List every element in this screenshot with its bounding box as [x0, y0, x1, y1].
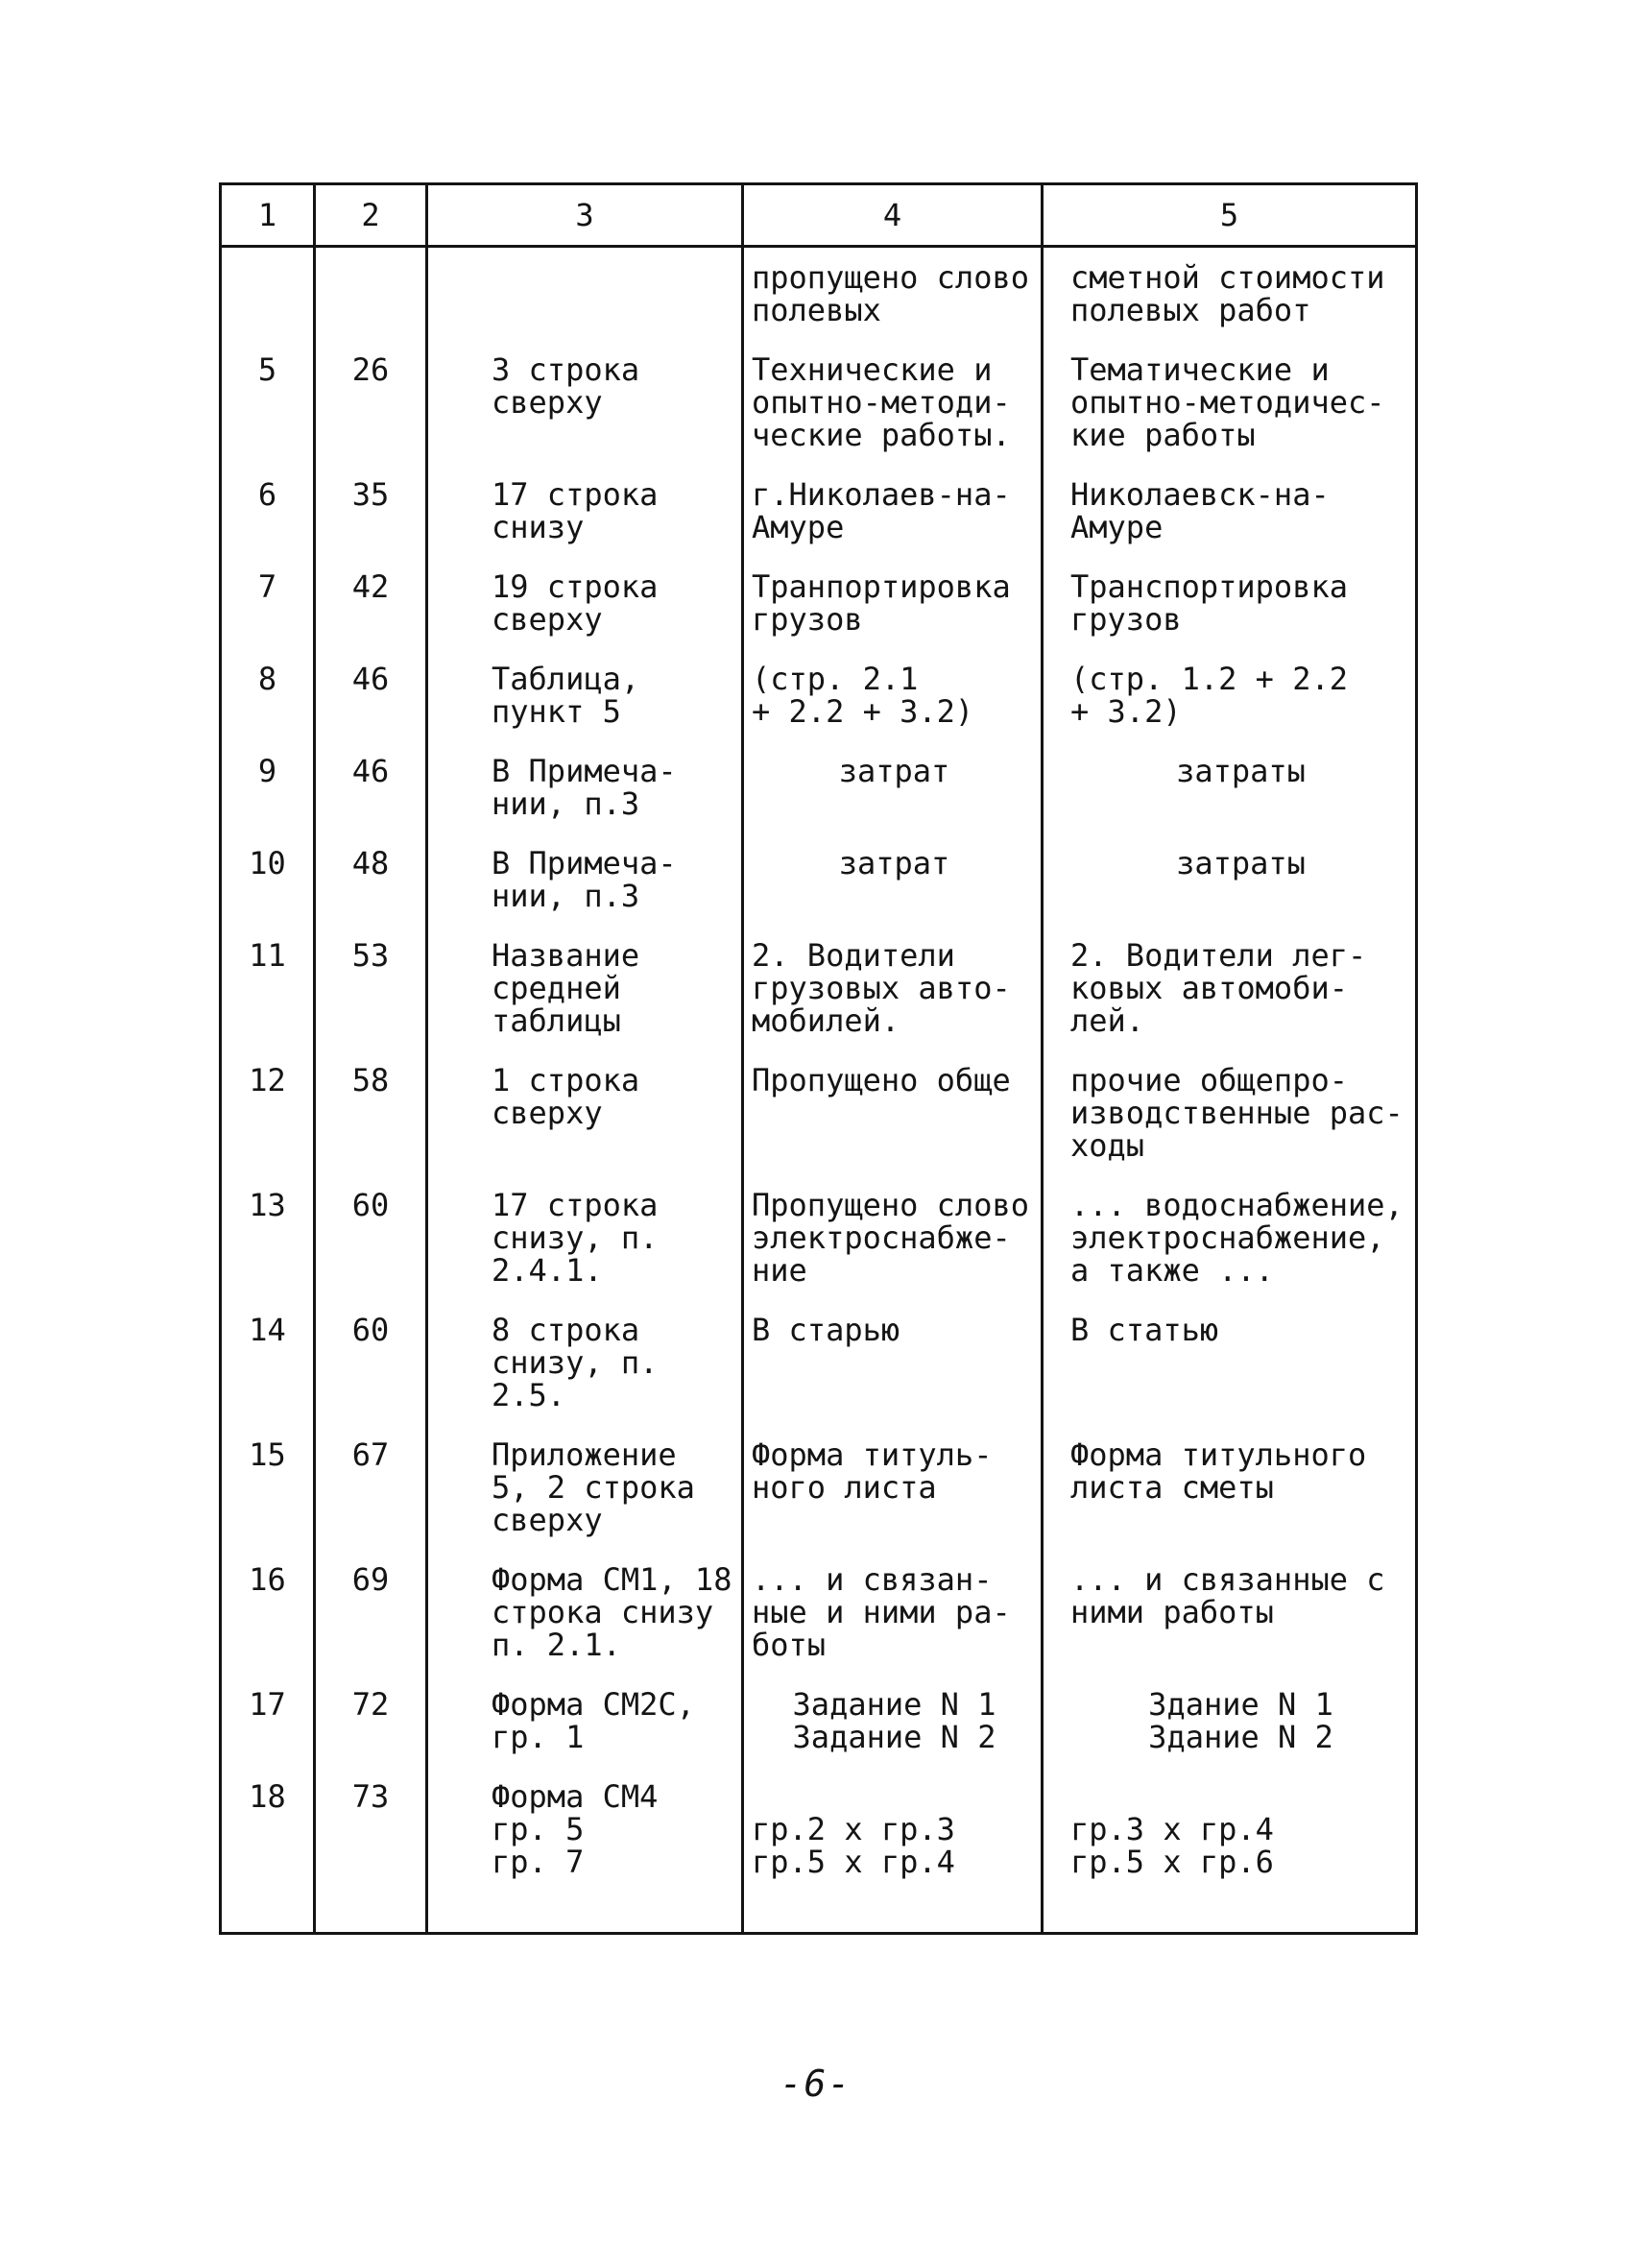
cell-number-text: 11	[249, 937, 286, 974]
column-header-page: 2	[315, 184, 427, 247]
cell-should-be	[1043, 649, 1417, 741]
cell-printed	[743, 247, 1043, 341]
cell-should-be-text: Транспортировка грузов	[1070, 568, 1348, 638]
cell-printed	[743, 1675, 1043, 1767]
cell-number-text: 7	[257, 568, 277, 605]
cell-place	[427, 247, 743, 341]
cell-page	[315, 557, 427, 649]
cell-number	[221, 833, 315, 926]
cell-place	[427, 833, 743, 926]
cell-printed-text: Форма титуль- ного листа	[752, 1436, 993, 1506]
cell-should-be	[1043, 1425, 1417, 1550]
cell-printed	[743, 465, 1043, 557]
cell-number	[221, 557, 315, 649]
cell-number	[221, 247, 315, 341]
table-row	[221, 926, 1417, 1050]
cell-should-be	[1043, 1050, 1417, 1175]
cell-should-be-text: Здание N 1 Здание N 2	[1148, 1686, 1333, 1755]
cell-printed-text: 2. Водители грузовых авто- мобилей.	[752, 937, 1011, 1039]
table-row	[221, 1050, 1417, 1175]
cell-place-text: Форма СМ2С, гр. 1	[492, 1686, 695, 1755]
cell-printed-text: затрат	[838, 845, 950, 881]
cell-place-text: 17 строка снизу	[492, 476, 659, 545]
cell-should-be-text: прочие общепро- изводственные рас- ходы	[1070, 1062, 1404, 1164]
cell-number	[221, 340, 315, 465]
cell-should-be	[1043, 741, 1417, 833]
table-row	[221, 1175, 1417, 1300]
cell-page	[315, 247, 427, 341]
cell-number	[221, 465, 315, 557]
cell-place	[427, 1675, 743, 1767]
cell-number-text: 12	[249, 1062, 286, 1098]
cell-place	[427, 926, 743, 1050]
cell-place	[427, 1425, 743, 1550]
cell-place-text: Название средней таблицы	[492, 937, 640, 1039]
cell-printed	[743, 1550, 1043, 1675]
cell-place-text: Таблица, пункт 5	[492, 661, 640, 730]
cell-page-text: 46	[351, 753, 390, 789]
cell-number-text: 18	[249, 1778, 286, 1815]
table-row	[221, 1767, 1417, 1934]
cell-printed	[743, 741, 1043, 833]
cell-printed	[743, 1300, 1043, 1425]
cell-number-text: 10	[249, 845, 286, 881]
cell-should-be-text: Николаевск-на- Амуре	[1070, 476, 1330, 545]
cell-number-text: 6	[257, 476, 277, 513]
cell-page-text: 53	[351, 937, 390, 974]
cell-printed-text: гр.2 x гр.3 гр.5 x гр.4	[752, 1811, 955, 1880]
cell-place	[427, 1550, 743, 1675]
cell-number-text: 13	[249, 1187, 286, 1223]
header-row	[221, 184, 1417, 247]
cell-should-be-text: 2. Водители лег- ковых автомоби- лей.	[1070, 937, 1367, 1039]
column-header-place: 3	[427, 184, 743, 247]
cell-number-text: 15	[249, 1436, 286, 1473]
cell-place	[427, 1050, 743, 1175]
cell-page-text: 69	[351, 1561, 390, 1598]
table-row	[221, 1300, 1417, 1425]
table-row	[221, 649, 1417, 741]
cell-number	[221, 1050, 315, 1175]
cell-place-text: 8 строка снизу, п. 2.5.	[492, 1312, 659, 1413]
cell-printed	[743, 1425, 1043, 1550]
table-row	[221, 247, 1417, 341]
cell-printed	[743, 833, 1043, 926]
cell-place	[427, 649, 743, 741]
cell-number	[221, 741, 315, 833]
cell-printed-text: ... и связан- ные и ними ра- боты	[752, 1561, 1011, 1663]
cell-printed-text: Задание N 1 Задание N 2	[792, 1686, 996, 1755]
cell-should-be	[1043, 340, 1417, 465]
cell-number-text: 8	[257, 661, 277, 697]
cell-should-be-text: (стр. 1.2 + 2.2 + 3.2)	[1070, 661, 1348, 730]
cell-page	[315, 1550, 427, 1675]
table-row	[221, 340, 1417, 465]
cell-printed-text: Транпортировка грузов	[752, 568, 1011, 638]
cell-number	[221, 1300, 315, 1425]
cell-place	[427, 1767, 743, 1934]
cell-page-text: 60	[351, 1312, 390, 1348]
cell-should-be	[1043, 465, 1417, 557]
cell-should-be-text: затраты	[1176, 845, 1306, 881]
cell-printed-text: г.Николаев-на- Амуре	[752, 476, 1011, 545]
cell-page-text: 72	[351, 1686, 390, 1723]
errata-table	[219, 182, 1418, 1935]
cell-printed-text: Технические и опытно-методи- ческие работы.	[752, 351, 1011, 453]
cell-should-be-text: ... и связанные с ними работы	[1070, 1561, 1385, 1630]
page-number: -6-	[780, 2063, 852, 2105]
cell-should-be-text: Форма титульного листа сметы	[1070, 1436, 1367, 1506]
table-row	[221, 1675, 1417, 1767]
cell-page-text: 67	[351, 1436, 390, 1473]
cell-should-be-text: гр.3 x гр.4 гр.5 x гр.6	[1070, 1811, 1274, 1880]
cell-page	[315, 340, 427, 465]
cell-number-text: 17	[249, 1686, 286, 1723]
cell-printed	[743, 1767, 1043, 1934]
cell-place-text: В Примеча- нии, п.3	[492, 753, 677, 822]
cell-should-be-text: затраты	[1176, 753, 1306, 789]
cell-page-text: 26	[351, 351, 390, 388]
cell-printed	[743, 926, 1043, 1050]
cell-number	[221, 1767, 315, 1934]
cell-page-text: 35	[351, 476, 390, 513]
cell-number-text: 9	[257, 753, 277, 789]
cell-page-text: 73	[351, 1778, 390, 1815]
cell-should-be	[1043, 1300, 1417, 1425]
column-header-printed: 4	[743, 184, 1043, 247]
cell-page	[315, 1675, 427, 1767]
cell-page-text: 48	[351, 845, 390, 881]
table-row	[221, 557, 1417, 649]
cell-place-text: 1 строка сверху	[492, 1062, 640, 1131]
table-body	[221, 247, 1417, 1934]
cell-place	[427, 340, 743, 465]
cell-should-be-text: Тематические и опытно-методичес- кие работы	[1070, 351, 1385, 453]
cell-page	[315, 1300, 427, 1425]
cell-page	[315, 741, 427, 833]
cell-place	[427, 557, 743, 649]
cell-printed-text: затрат	[838, 753, 950, 789]
cell-printed-text: (стр. 2.1 + 2.2 + 3.2)	[752, 661, 974, 730]
cell-should-be	[1043, 1767, 1417, 1934]
cell-printed-text: Пропущено слово электроснабже- ние	[752, 1187, 1029, 1289]
cell-printed	[743, 1050, 1043, 1175]
table-row	[221, 1425, 1417, 1550]
cell-page	[315, 649, 427, 741]
cell-page	[315, 1050, 427, 1175]
cell-place-text: 17 строка снизу, п. 2.4.1.	[492, 1187, 659, 1289]
cell-place-text: 3 строка сверху	[492, 351, 640, 421]
errata-sheet	[219, 182, 1415, 1935]
cell-number-text: 16	[249, 1561, 286, 1598]
cell-should-be-text: сметной стоимости полевых работ	[1070, 259, 1385, 328]
cell-number	[221, 1675, 315, 1767]
cell-page	[315, 833, 427, 926]
cell-should-be	[1043, 1175, 1417, 1300]
cell-place	[427, 1175, 743, 1300]
cell-should-be	[1043, 1675, 1417, 1767]
cell-printed	[743, 340, 1043, 465]
cell-printed-text: Пропущено обще	[752, 1062, 1011, 1098]
cell-number-text: 14	[249, 1312, 286, 1348]
cell-page	[315, 1175, 427, 1300]
cell-page	[315, 1425, 427, 1550]
cell-should-be	[1043, 247, 1417, 341]
cell-printed	[743, 557, 1043, 649]
cell-should-be-text: ... водоснабжение, электроснабжение, а также ...	[1070, 1187, 1404, 1289]
cell-printed-text: В старью	[752, 1312, 900, 1348]
cell-place-text: Форма СМ4 гр. 5 гр. 7	[492, 1778, 659, 1880]
cell-should-be	[1043, 1550, 1417, 1675]
cell-place	[427, 741, 743, 833]
cell-number	[221, 1425, 315, 1550]
cell-printed	[743, 649, 1043, 741]
cell-page-text: 60	[351, 1187, 390, 1223]
cell-place-text: 19 строка сверху	[492, 568, 659, 638]
cell-page-text: 46	[351, 661, 390, 697]
cell-number	[221, 649, 315, 741]
cell-page-text: 42	[351, 568, 390, 605]
table-row	[221, 465, 1417, 557]
cell-number	[221, 926, 315, 1050]
cell-number	[221, 1550, 315, 1675]
table-row	[221, 1550, 1417, 1675]
cell-number-text: 5	[257, 351, 277, 388]
cell-printed-text: пропущено слово полевых	[752, 259, 1029, 328]
column-header-number: 1	[221, 184, 315, 247]
cell-place-text: Форма СМ1, 18 строка снизу п. 2.1.	[492, 1561, 732, 1663]
cell-should-be	[1043, 833, 1417, 926]
cell-page	[315, 465, 427, 557]
table-row	[221, 833, 1417, 926]
cell-place-text: В Примеча- нии, п.3	[492, 845, 677, 914]
cell-place	[427, 465, 743, 557]
cell-page	[315, 1767, 427, 1934]
column-header-should-be: 5	[1043, 184, 1417, 247]
cell-page	[315, 926, 427, 1050]
cell-should-be	[1043, 926, 1417, 1050]
cell-place-text: Приложение 5, 2 строка сверху	[492, 1436, 695, 1538]
cell-should-be	[1043, 557, 1417, 649]
cell-printed	[743, 1175, 1043, 1300]
cell-number	[221, 1175, 315, 1300]
cell-place	[427, 1300, 743, 1425]
cell-should-be-text: В статью	[1070, 1312, 1219, 1348]
table-row	[221, 741, 1417, 833]
cell-page-text: 58	[351, 1062, 390, 1098]
